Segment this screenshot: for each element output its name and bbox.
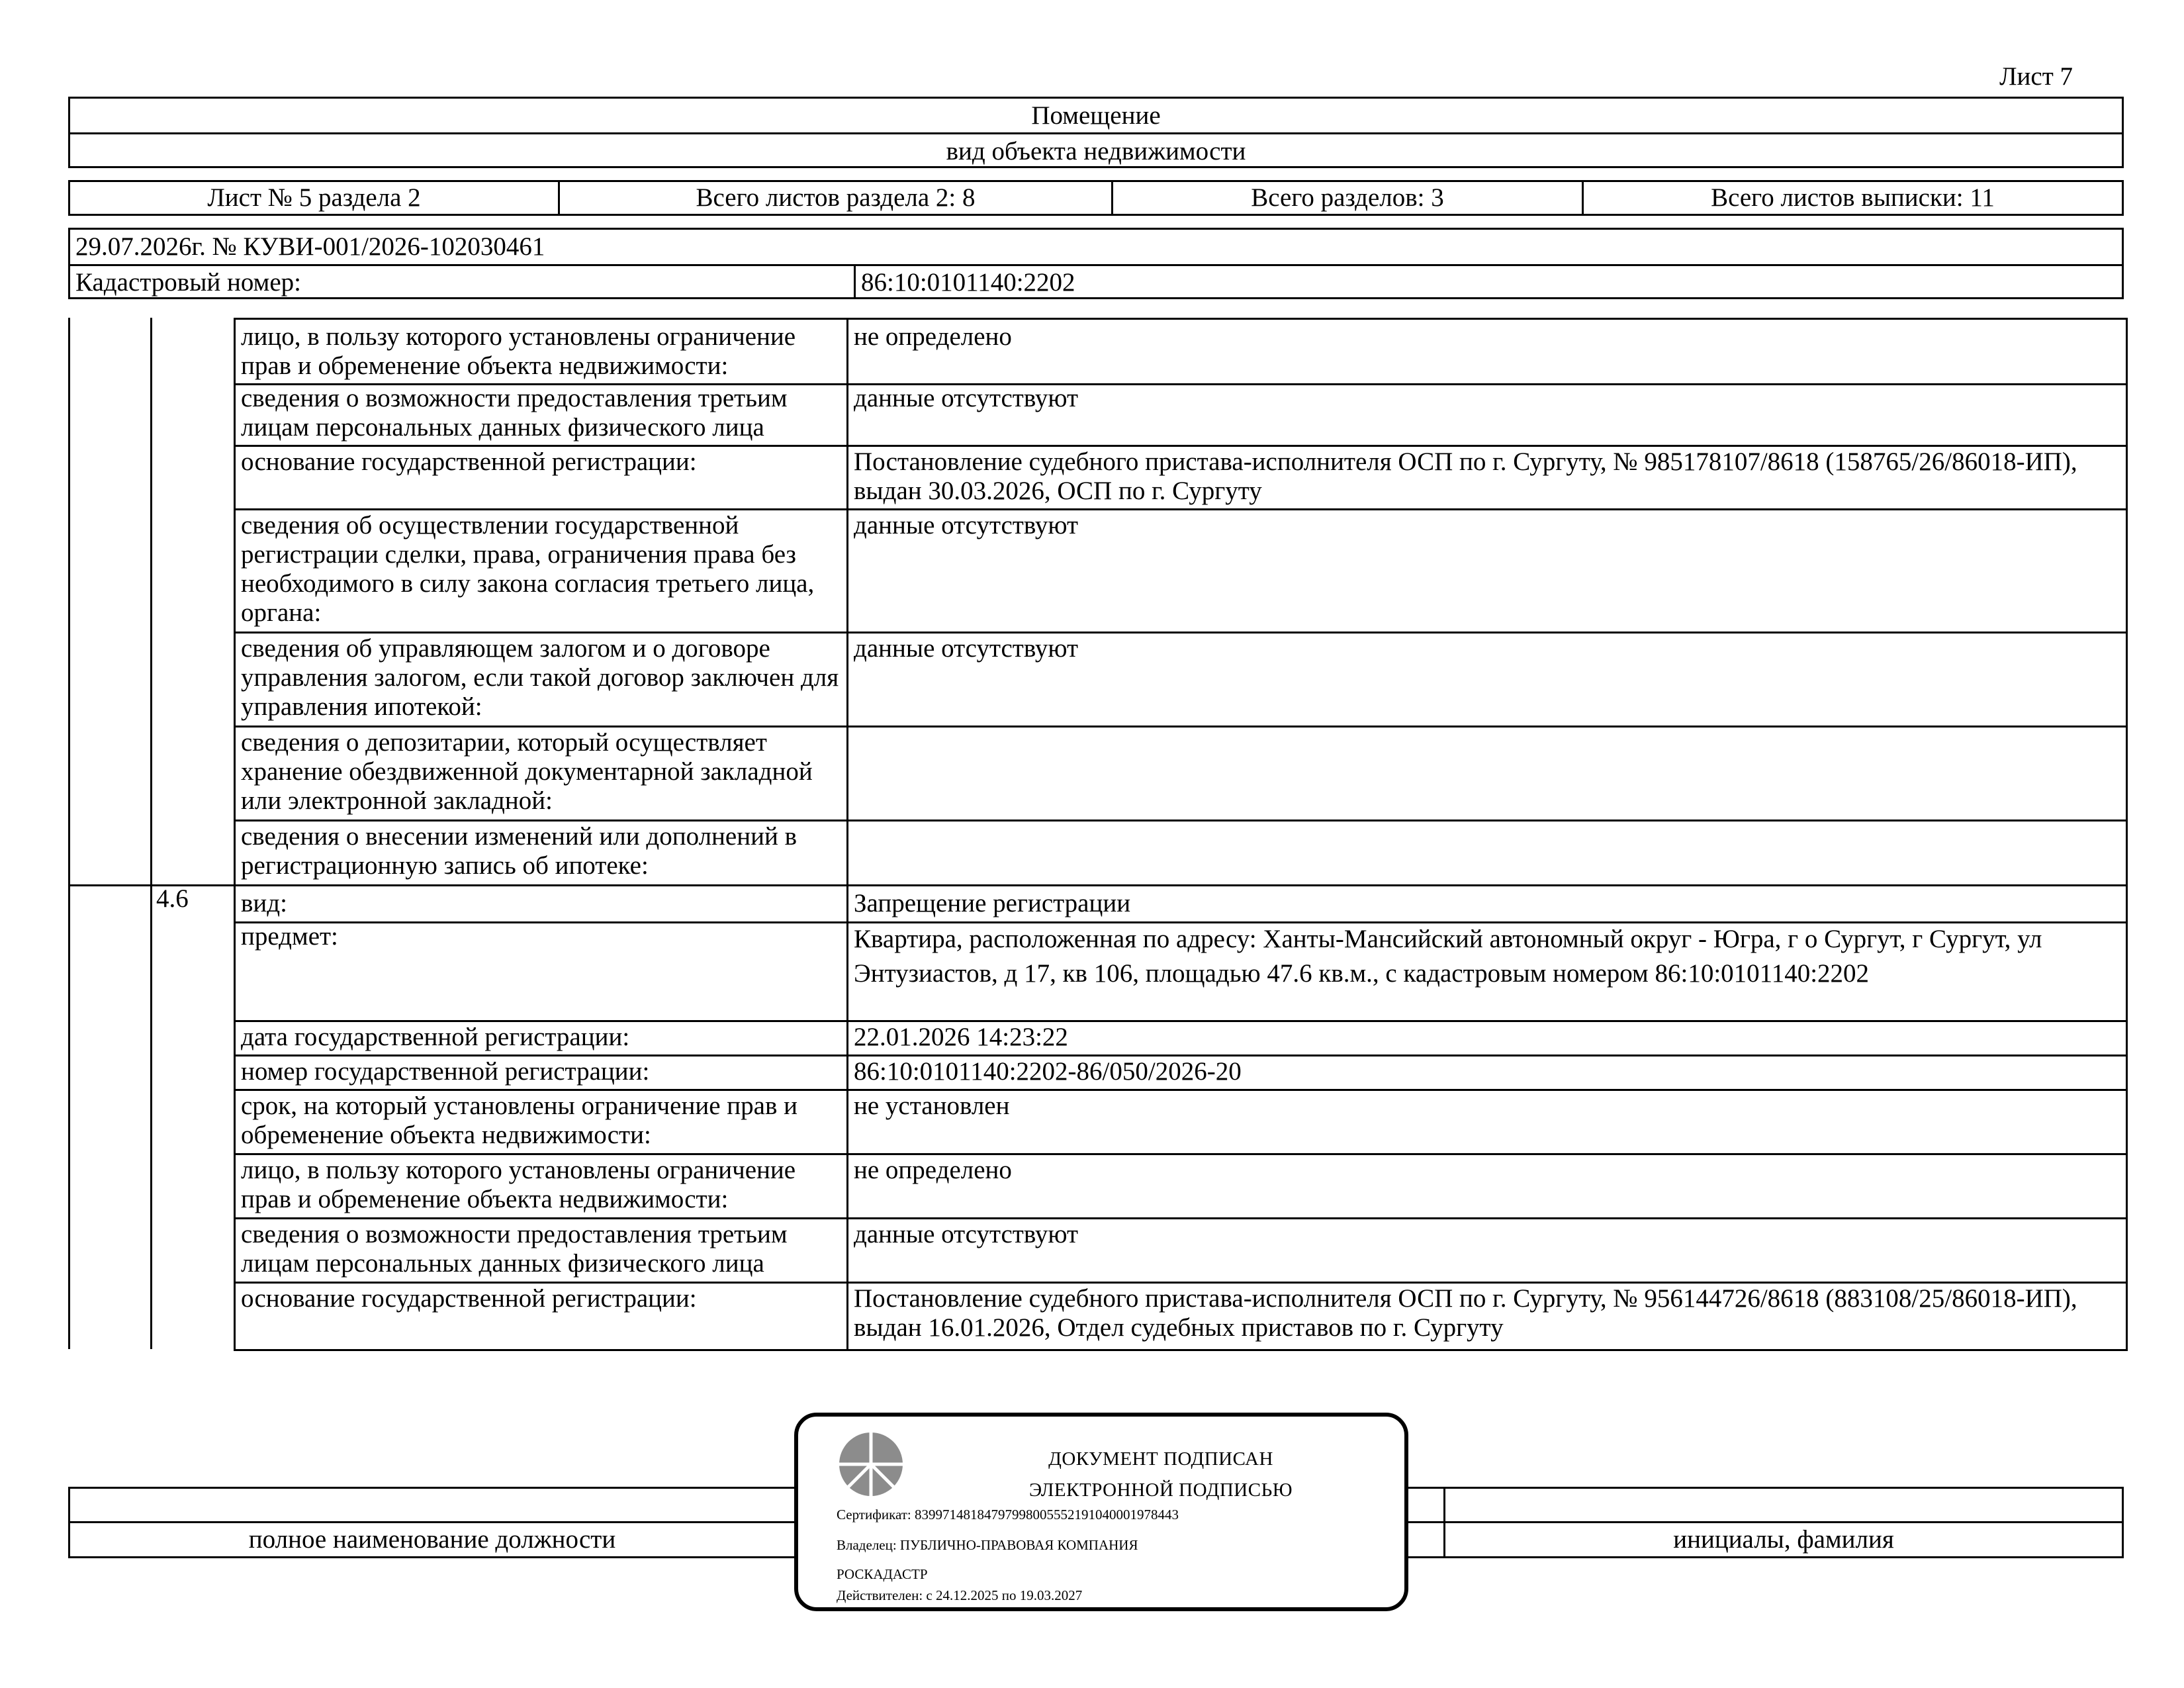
row-key: основание государственной регистрации: <box>236 1282 848 1349</box>
stamp-owner: Владелец: ПУБЛИЧНО-ПРАВОВАЯ КОМПАНИЯ <box>837 1537 1138 1553</box>
row-key: сведения о возможности предоставления третьим лицам персональных данных физического лица <box>236 1217 848 1282</box>
table-row <box>234 1217 2128 1284</box>
name-caption: инициалы, фамилия <box>1673 1525 1894 1554</box>
row-key: номер государственной регистрации: <box>236 1055 848 1089</box>
table-row <box>234 381 2128 447</box>
row-key: дата государственной регистрации: <box>236 1020 848 1055</box>
table-row <box>234 1089 2128 1155</box>
row-key: сведения о внесении изменений или дополнений в регистрационную запись об ипотеке: <box>236 820 848 884</box>
row-key: лицо, в пользу которого установлены ограничение прав и обременение объекта недвижимости: <box>236 320 848 383</box>
table-row <box>234 445 2128 510</box>
row-value: данные отсутствуют <box>854 1220 1079 1248</box>
row-value: данные отсутствуют <box>854 384 1079 412</box>
table-row <box>234 919 2128 1022</box>
sections-total: Всего разделов: 3 <box>1113 182 1584 214</box>
section-sheets-total: Всего листов раздела 2: 8 <box>560 182 1113 214</box>
row-value: данные отсутствуют <box>854 634 1079 663</box>
object-type-caption: вид объекта недвижимости <box>70 132 2122 168</box>
stamp-certificate: Сертификат: 83997148184797998005552191040001978443 <box>837 1507 1179 1523</box>
row-key: основание государственной регистрации: <box>236 445 848 508</box>
stamp-line2: ЭЛЕКТРОННОЙ ПОДПИСЬЮ <box>1028 1479 1293 1501</box>
row-key: сведения об осуществлении государственной регистрации сделки, права, ограничения права без необходимого в силу закона согласия третьего лица, органа: <box>236 508 848 632</box>
position-caption: полное наименование должности <box>248 1525 616 1554</box>
row-key: лицо, в пользу которого установлены ограничение прав и обременение объекта недвижимости: <box>236 1153 848 1217</box>
row-value <box>848 726 2126 820</box>
row-value: Квартира, расположенная по адресу: Ханты-Мансийский автономный округ - Югра, г о Сургут, г Сургут, ул Энтузиастов, д 17, кв 106, площадью 47.6 кв.м., с кадастровым номером 86:10:0101140:2202 <box>854 925 2042 988</box>
row-key: сведения о депозитарии, который осуществляет хранение обездвиженной документарной закладной или электронной закладной: <box>236 726 848 820</box>
row-key: срок, на который установлены ограничение прав и обременение объекта недвижимости: <box>236 1089 848 1153</box>
record-date-number: 29.07.2026г. № КУВИ-001/2026-102030461 <box>70 230 2122 266</box>
table-row <box>234 632 2128 727</box>
row-value: 86:10:0101140:2202-86/050/2026-20 <box>854 1057 1242 1086</box>
extract-sheets-total: Всего листов выписки: 11 <box>1711 183 1995 212</box>
table-row <box>234 508 2128 633</box>
item-number: 4.6 <box>156 884 189 913</box>
electronic-signature-stamp <box>794 1413 1408 1611</box>
row-value <box>848 820 2126 884</box>
sheet-in-section: Лист № 5 раздела 2 <box>70 182 560 214</box>
sheet-summary <box>68 180 2124 216</box>
row-value: данные отсутствуют <box>854 511 1079 539</box>
table-row <box>234 820 2128 886</box>
cadastral-value: 86:10:0101140:2202 <box>861 268 1075 297</box>
row-key: сведения о возможности предоставления третьим лицам персональных данных физического лица <box>236 381 848 445</box>
table-row <box>234 1055 2128 1091</box>
row-value: не установлен <box>854 1092 1010 1120</box>
table-row <box>234 726 2128 821</box>
table-row <box>234 1282 2128 1351</box>
row-value: Запрещение регистрации <box>854 889 1131 917</box>
cadastral-label: Кадастровый номер: <box>70 266 856 299</box>
object-type-header <box>68 97 2124 168</box>
row-key: предмет: <box>236 919 848 1020</box>
object-type: Помещение <box>1031 101 1161 130</box>
stamp-line1: ДОКУМЕНТ ПОДПИСАН <box>1048 1448 1273 1470</box>
row-value: Постановление судебного пристава-исполнителя ОСП по г. Сургуту, № 956144726/8618 (883108/25/86018-ИП), выдан 16.01.2026, Отдел судебных приставов по г. Сургуту <box>854 1284 2077 1342</box>
stamp-validity: Действителен: с 24.12.2025 по 19.03.2027 <box>837 1587 1083 1603</box>
row-value: Постановление судебного пристава-исполнителя ОСП по г. Сургуту, № 985178107/8618 (158765/26/86018-ИП), выдан 30.03.2026, ОСП по г. Сургуту <box>854 447 2077 505</box>
table-row <box>234 318 2128 385</box>
row-value: 22.01.2026 14:23:22 <box>854 1023 1068 1051</box>
sheet-number: Лист 7 <box>1999 62 2073 91</box>
stamp-owner-org: РОСКАДАСТР <box>837 1566 928 1582</box>
table-row <box>234 1153 2128 1219</box>
row-key: вид: <box>236 886 848 921</box>
table-row <box>234 1020 2128 1056</box>
row-value: не определено <box>854 1156 1012 1184</box>
row-key: сведения об управляющем залогом и о договоре управления залогом, если такой договор заключен для управления ипотекой: <box>236 632 848 726</box>
table-row <box>234 884 2128 923</box>
row-value: не определено <box>854 322 1012 351</box>
record-header <box>68 228 2124 299</box>
